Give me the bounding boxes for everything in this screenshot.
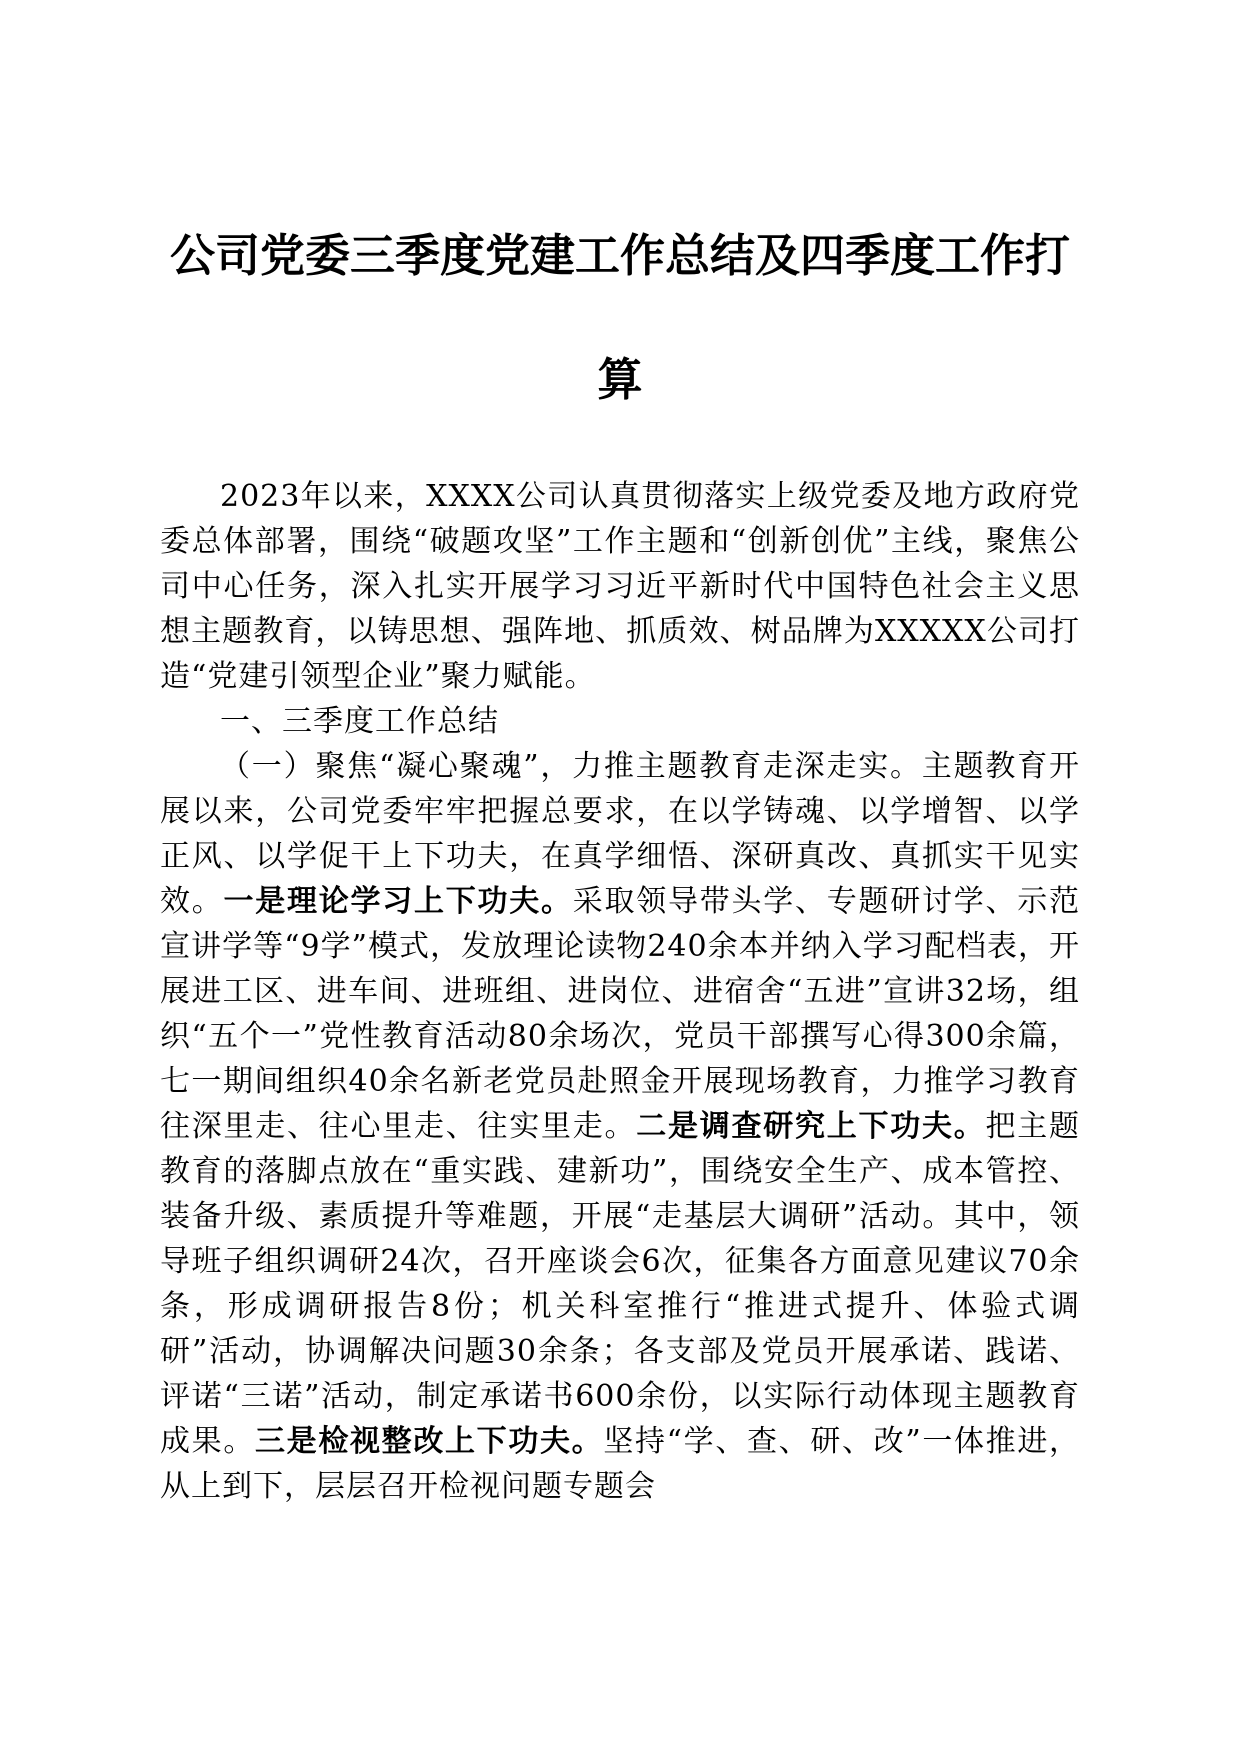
point3-text: 坚持“学、查、研、改”一体推进，从上到下，层层召开检视问题专题会 bbox=[160, 1424, 1080, 1504]
document-title-line1: 公司党委三季度党建工作总结及四季度工作打 bbox=[169, 229, 1070, 282]
subsection-text: 主题教育开展以来，公司党委牢牢把握总要求，在以学铸魂、以学增智、以学正风、以学促干上下功夫，在真学细悟、深研真改、真抓实干见实效。 bbox=[160, 749, 1080, 919]
point1-heading: 一是理论学习上下功夫。 bbox=[223, 884, 573, 919]
document-body bbox=[160, 474, 1080, 1509]
point2-heading: 二是调查研究上下功夫。 bbox=[636, 1109, 986, 1144]
point1-text: 采取领导带头学、专题研讨学、示范宣讲学等“9学”模式，发放理论读物240余本并纳入学习配档表，开展进工区、进车间、进班组、进岗位、进宿舍“五进”宣讲32场，组织“五个一”党性教育活动80余场次，党员干部撰写心得300余篇，七一期间组织40余名新老党员赴照金开展现场教育，力推学习教育往深里走、往心里走、往实里走。 bbox=[160, 884, 1080, 1144]
subsection-heading: （一）聚焦“凝心聚魂”，力推主题教育走深走实。 bbox=[220, 749, 922, 784]
point2-text: 把主题教育的落脚点放在“重实践、建新功”，围绕安全生产、成本管控、装备升级、素质提升等难题，开展“走基层大调研”活动。其中，领导班子组织调研24次，召开座谈会6次，征集各方面意见建议70余条，形成调研报告8份；机关科室推行“推进式提升、体验式调研”活动，协调解决问题30余条；各支部及党员开展承诺、践诺、评诺“三诺”活动，制定承诺书600余份，以实际行动体现主题教育成果。 bbox=[160, 1109, 1080, 1459]
subsection-paragraph bbox=[160, 744, 1080, 1509]
document-title-line2: 算 bbox=[597, 353, 643, 406]
intro-paragraph: 2023年以来，XXXX公司认真贯彻落实上级党委及地方政府党委总体部署，围绕“破题攻坚”工作主题和“创新创优”主线，聚焦公司中心任务，深入扎实开展学习习近平新时代中国特色社会主义思想主题教育，以铸思想、强阵地、抓质效、树品牌为XXXXX公司打造“党建引领型企业”聚力赋能。 bbox=[160, 479, 1080, 694]
point3-heading: 三是检视整改上下功夫。 bbox=[255, 1424, 604, 1459]
section-heading: 一、三季度工作总结 bbox=[220, 704, 499, 739]
